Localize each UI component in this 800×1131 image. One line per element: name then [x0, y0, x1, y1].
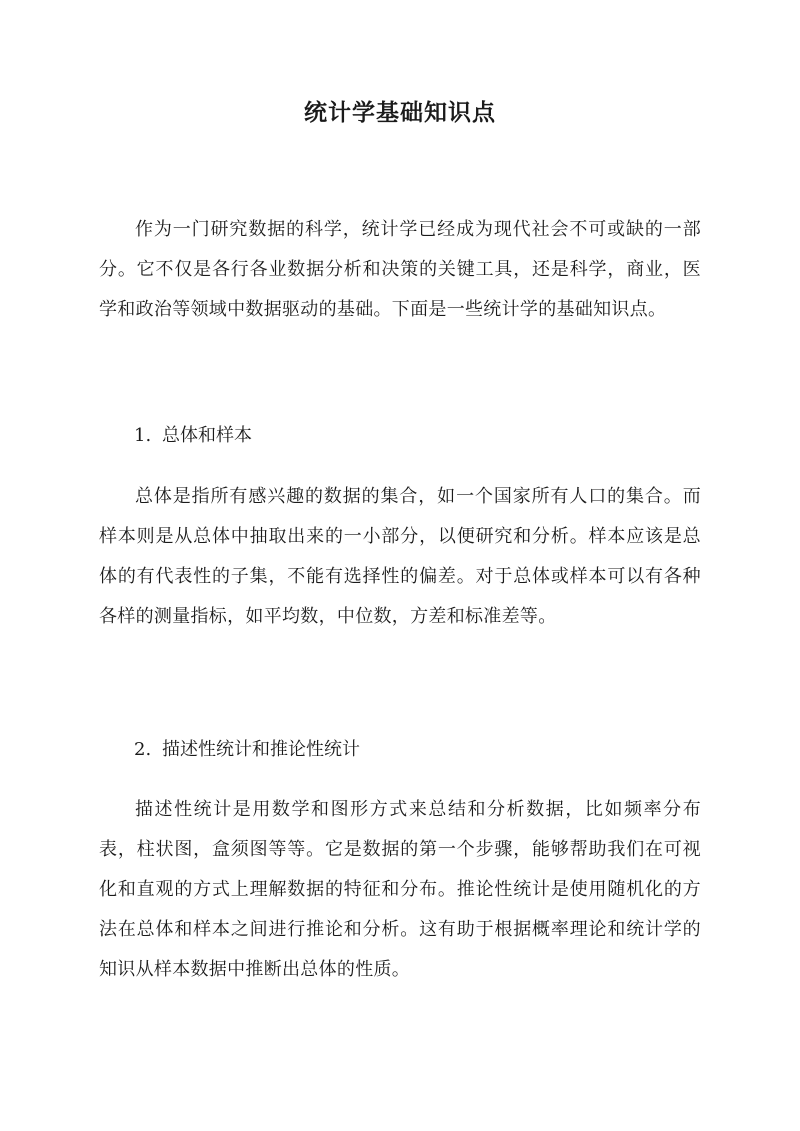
section-number: 2. [134, 739, 152, 760]
document-title: 统计学基础知识点 [304, 99, 496, 126]
section-body-population-sample: 总体是指所有感兴趣的数据的集合，如一个国家所有人口的集合。而样本则是从总体中抽取出来的一小部分，以便研究和分析。样本应该是总体的有代表性的子集，不能有选择性的偏差。对于总体或样本可以有各种各样的测量指标，如平均数，中位数，方差和标准差等。 [99, 486, 701, 627]
section-heading-population-sample [134, 422, 252, 450]
section-number: 1. [134, 425, 152, 446]
section-heading-text: 描述性统计和推论性统计 [162, 739, 360, 760]
section-heading-descriptive-inferential [134, 736, 360, 764]
section-body-descriptive-inferential: 描述性统计是用数学和图形方式来总结和分析数据，比如频率分布表，柱状图，盒须图等等。它是数据的第一个步骤，能够帮助我们在可视化和直观的方式上理解数据的特征和分布。推论性统计是使用随机化的方法在总体和样本之间进行推论和分析。这有助于根据概率理论和统计学的知识从样本数据中推断出总体的性质。 [99, 799, 701, 980]
intro-paragraph: 作为一门研究数据的科学，统计学已经成为现代社会不可或缺的一部分。它不仅是各行各业数据分析和决策的关键工具，还是科学，商业，医学和政治等领域中数据驱动的基础。下面是一些统计学的基础知识点。 [99, 219, 701, 320]
section-heading-text: 总体和样本 [162, 425, 252, 446]
